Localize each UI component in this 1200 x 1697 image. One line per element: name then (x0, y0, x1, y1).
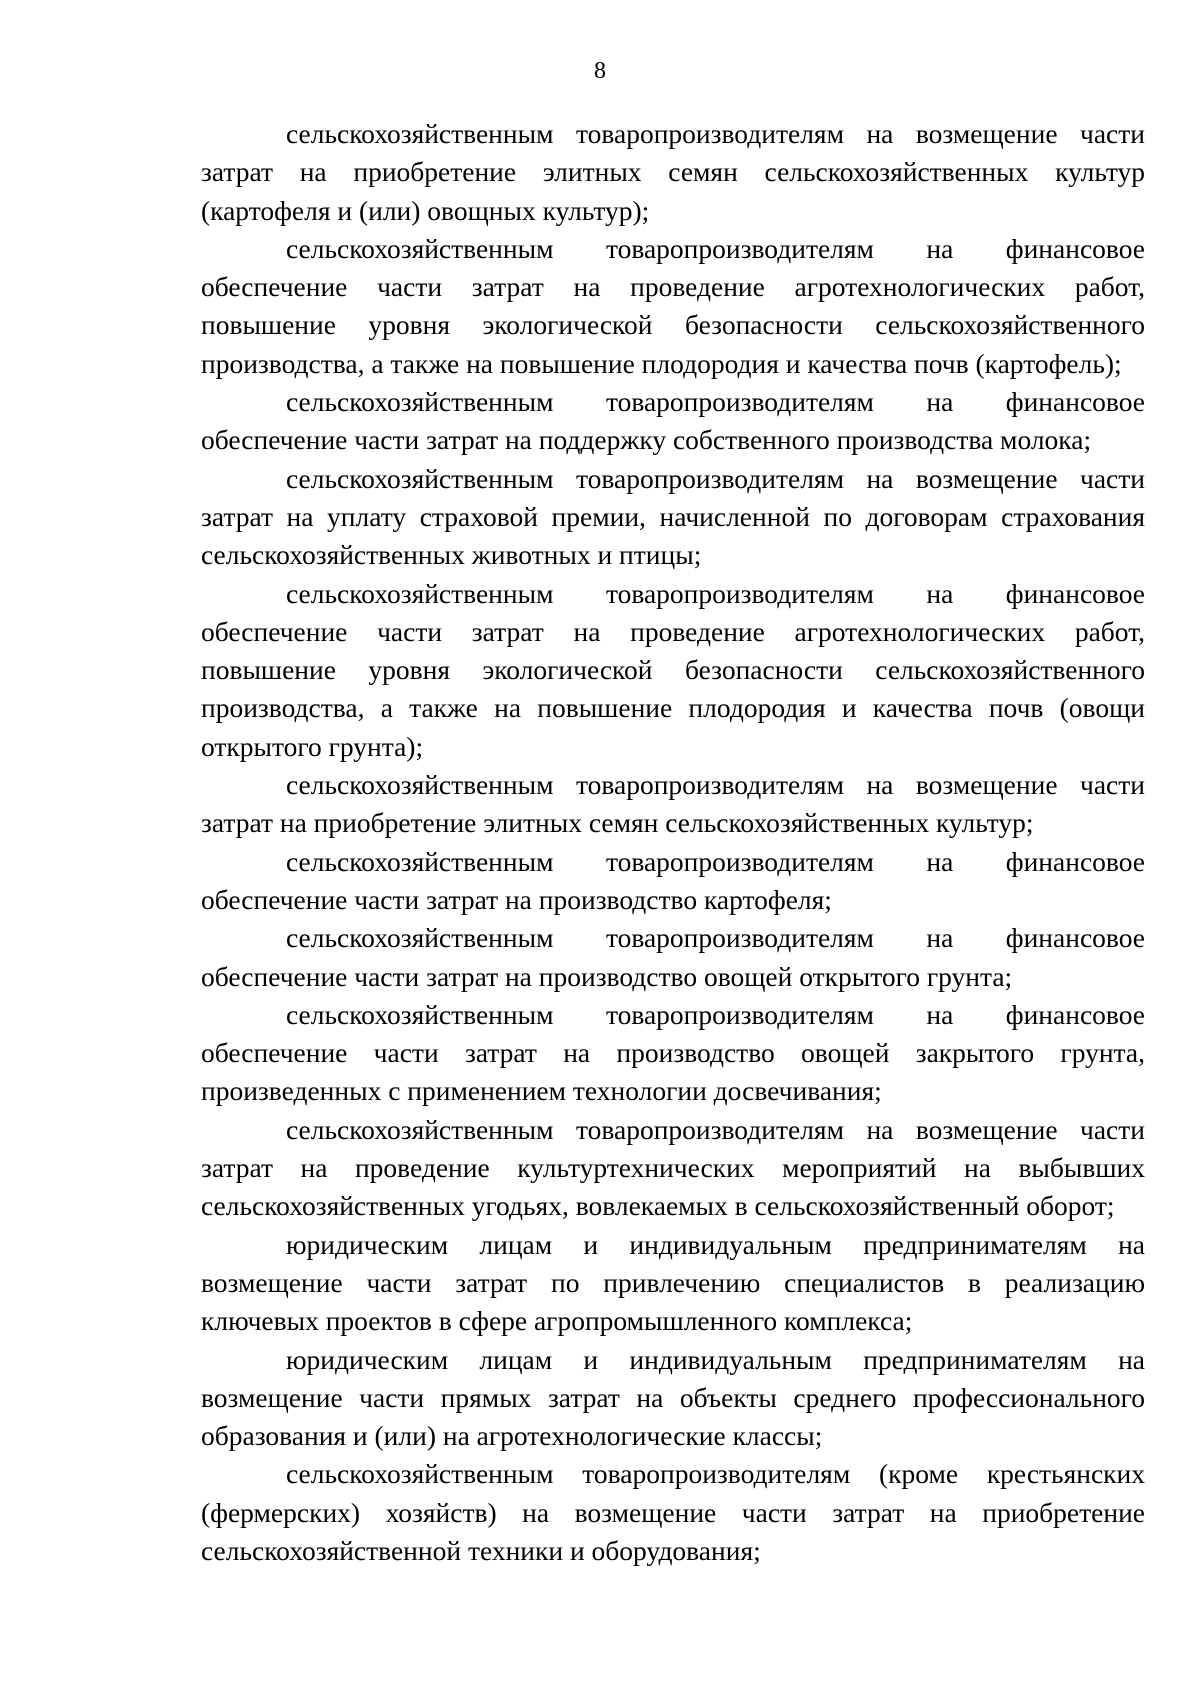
paragraph (201, 1111, 1145, 1226)
paragraph-line: производства, а также на повышение плодородия и качества почв (овощи (201, 692, 1145, 724)
paragraph (201, 919, 1145, 996)
paragraph-line: сельскохозяйственным товаропроизводителям на финансовое (286, 922, 1145, 954)
paragraph (201, 843, 1145, 920)
paragraph-line: сельскохозяйственным товаропроизводителям на возмещение части (286, 1113, 1145, 1145)
paragraph (201, 766, 1145, 843)
paragraph (201, 575, 1145, 766)
paragraph (201, 460, 1145, 575)
paragraph-line: юридическим лицам и индивидуальным предпринимателям на (286, 1343, 1145, 1375)
paragraph-line: сельскохозяйственной техники и оборудования; (201, 1534, 761, 1566)
document-body (201, 115, 1145, 1570)
paragraph (201, 230, 1145, 383)
paragraph-line: повышение уровня экологической безопасности сельскохозяйственного (201, 309, 1145, 341)
paragraph (201, 383, 1145, 460)
paragraph-line: обеспечение части затрат на производство овощей открытого грунта; (201, 960, 1013, 992)
paragraph-line: сельскохозяйственным товаропроизводителям на финансовое (286, 845, 1145, 877)
paragraph-line: сельскохозяйственным товаропроизводителям на финансовое (286, 998, 1145, 1030)
paragraph-line: открытого грунта); (201, 730, 424, 762)
paragraph-line: затрат на приобретение элитных семян сельскохозяйственных культур (201, 156, 1145, 188)
paragraph-line: (фермерских) хозяйств) на возмещение части затрат на приобретение (201, 1496, 1145, 1528)
page-number: 8 (594, 58, 606, 84)
paragraph-line: повышение уровня экологической безопасности сельскохозяйственного (201, 654, 1145, 686)
paragraph-line: сельскохозяйственным товаропроизводителям на финансовое (286, 232, 1145, 264)
paragraph-line: (картофеля и (или) овощных культур); (201, 194, 650, 226)
paragraph-line: сельскохозяйственным товаропроизводителям на возмещение части (286, 118, 1145, 149)
paragraph-line: обеспечение части затрат на производство овощей закрытого грунта, (201, 1037, 1145, 1069)
paragraph (201, 996, 1145, 1111)
paragraph-line: произведенных с применением технологии досвечивания; (201, 1075, 882, 1107)
paragraph-line: обеспечение части затрат на поддержку собственного производства молока; (201, 424, 1092, 456)
paragraph-line: затрат на проведение культуртехнических мероприятий на выбывших (201, 1152, 1145, 1184)
paragraph-line: сельскохозяйственным товаропроизводителям на возмещение части (286, 769, 1145, 801)
paragraph-line: производства, а также на повышение плодородия и качества почв (картофель); (201, 347, 1122, 379)
paragraph-line: сельскохозяйственных животных и птицы; (201, 539, 702, 571)
paragraph-line: сельскохозяйственным товаропроизводителям (кроме крестьянских (286, 1458, 1145, 1490)
paragraph-line: сельскохозяйственных угодьях, вовлекаемых в сельскохозяйственный оборот; (201, 1190, 1115, 1222)
paragraph-line: обеспечение части затрат на проведение агротехнологических работ, (201, 271, 1145, 303)
paragraph-line: образования и (или) на агротехнологические классы; (201, 1420, 823, 1452)
paragraph-line: сельскохозяйственным товаропроизводителям на возмещение части (286, 462, 1145, 494)
paragraph-line: ключевых проектов в сфере агропромышленного комплекса; (201, 1305, 913, 1337)
paragraph (201, 1226, 1145, 1341)
paragraph (201, 115, 1145, 230)
paragraph-line: обеспечение части затрат на проведение агротехнологических работ, (201, 615, 1145, 647)
paragraph-line: возмещение части прямых затрат на объекты среднего профессионального (201, 1381, 1145, 1413)
paragraph (201, 1455, 1145, 1570)
paragraph (201, 1341, 1145, 1456)
paragraph-line: юридическим лицам и индивидуальным предпринимателям на (286, 1228, 1145, 1260)
paragraph-line: возмещение части затрат по привлечению специалистов в реализацию (201, 1266, 1145, 1298)
paragraph-line: затрат на уплату страховой премии, начисленной по договорам страхования (201, 500, 1145, 532)
paragraph-line: сельскохозяйственным товаропроизводителям на финансовое (286, 386, 1145, 418)
paragraph-line: затрат на приобретение элитных семян сельскохозяйственных культур; (201, 807, 1034, 839)
paragraph-line: сельскохозяйственным товаропроизводителям на финансовое (286, 577, 1145, 609)
paragraph-line: обеспечение части затрат на производство картофеля; (201, 883, 832, 915)
